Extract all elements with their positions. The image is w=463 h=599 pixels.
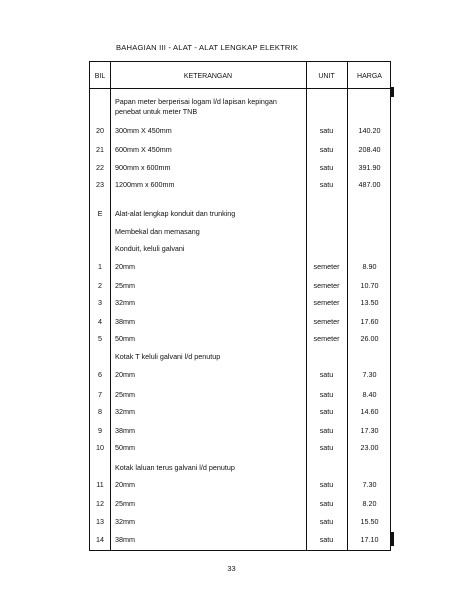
edge-mark <box>391 87 394 97</box>
row-harga: 391.90 <box>358 163 381 172</box>
row-harga: 8.20 <box>362 499 377 508</box>
row-unit: semeter <box>313 298 340 307</box>
row-unit: satu <box>319 390 334 399</box>
header-divider <box>90 88 390 89</box>
row-unit: satu <box>319 407 334 416</box>
row-bil: 12 <box>96 499 104 508</box>
header-bil: BIL <box>94 73 106 80</box>
row-keterangan: 38mm <box>115 426 135 435</box>
row-harga: 14.60 <box>360 407 379 416</box>
row-bil: 4 <box>98 317 102 326</box>
row-unit: satu <box>319 443 334 452</box>
page-number: 33 <box>227 564 236 573</box>
row-harga: 17.10 <box>360 535 379 544</box>
row-bil: 11 <box>96 480 104 489</box>
section-title: BAHAGIAN III - ALAT - ALAT LENGKAP ELEKTRIK <box>116 43 299 52</box>
row-harga: 17.60 <box>360 317 379 326</box>
price-table <box>89 61 391 551</box>
row-keterangan: Papan meter berperisai logam l/d lapisan kepingan penebat untuk meter TNB <box>115 97 277 116</box>
row-bil: 1 <box>98 262 102 271</box>
row-keterangan: 25mm <box>115 390 135 399</box>
row-harga: 8.40 <box>362 390 377 399</box>
row-keterangan: 32mm <box>115 298 135 307</box>
row-keterangan: 25mm <box>115 281 135 290</box>
row-keterangan: Kotak T keluli galvani l/d penutup <box>115 352 221 361</box>
row-unit: semeter <box>313 317 340 326</box>
row-bil: 9 <box>98 426 102 435</box>
header-keterangan: KETERANGAN <box>183 73 233 80</box>
header-harga: HARGA <box>357 73 382 80</box>
row-bil: 2 <box>98 281 102 290</box>
row-keterangan: 38mm <box>115 317 135 326</box>
row-keterangan: 38mm <box>115 535 135 544</box>
row-harga: 23.00 <box>360 443 379 452</box>
row-keterangan: Kotak laluan terus galvani l/d penutup <box>115 463 235 472</box>
row-bil: 6 <box>98 370 102 379</box>
row-harga: 13.50 <box>360 298 379 307</box>
row-keterangan: 50mm <box>115 334 135 343</box>
row-keterangan: 32mm <box>115 517 135 526</box>
row-unit: satu <box>319 535 334 544</box>
row-unit: semeter <box>313 334 340 343</box>
row-bil: 5 <box>98 334 102 343</box>
row-keterangan: 20mm <box>115 262 135 271</box>
row-unit: satu <box>319 517 334 526</box>
column-divider <box>110 62 111 550</box>
row-keterangan: 32mm <box>115 407 135 416</box>
row-keterangan: 1200mm x 600mm <box>115 180 175 189</box>
header-unit: UNIT <box>318 73 335 80</box>
row-harga: 140.20 <box>358 126 381 135</box>
row-bil: 20 <box>96 126 104 135</box>
row-bil: E <box>97 209 103 218</box>
row-bil: 8 <box>98 407 102 416</box>
row-bil: 13 <box>96 517 104 526</box>
row-harga: 7.30 <box>362 480 377 489</box>
row-unit: semeter <box>313 281 340 290</box>
row-unit: satu <box>319 145 334 154</box>
row-unit: semeter <box>313 262 340 271</box>
row-keterangan: 25mm <box>115 499 135 508</box>
row-harga: 10.70 <box>360 281 379 290</box>
row-bil: 7 <box>98 390 102 399</box>
row-unit: satu <box>319 426 334 435</box>
row-keterangan: 20mm <box>115 480 135 489</box>
row-unit: satu <box>319 126 334 135</box>
row-keterangan: 50mm <box>115 443 135 452</box>
row-harga: 17.30 <box>360 426 379 435</box>
row-unit: satu <box>319 180 334 189</box>
row-keterangan: 300mm X 450mm <box>115 126 172 135</box>
row-unit: satu <box>319 370 334 379</box>
row-keterangan: Alat-alat lengkap konduit dan trunking <box>115 209 236 218</box>
row-bil: 23 <box>96 180 104 189</box>
row-unit: satu <box>319 499 334 508</box>
row-harga: 7.30 <box>362 370 377 379</box>
row-bil: 3 <box>98 298 102 307</box>
row-bil: 22 <box>96 163 104 172</box>
row-harga: 208.40 <box>358 145 381 154</box>
row-harga: 26.00 <box>360 334 379 343</box>
row-keterangan: 900mm x 600mm <box>115 163 171 172</box>
row-keterangan: 600mm X 450mm <box>115 145 172 154</box>
row-keterangan: Membekal dan memasang <box>115 227 200 236</box>
row-unit: satu <box>319 480 334 489</box>
row-unit: satu <box>319 163 334 172</box>
row-keterangan: 20mm <box>115 370 135 379</box>
row-keterangan: Konduit, keluli galvani <box>115 244 185 253</box>
row-bil: 10 <box>96 443 104 452</box>
row-harga: 487.00 <box>358 180 381 189</box>
row-harga: 8.90 <box>362 262 377 271</box>
row-bil: 21 <box>96 145 104 154</box>
row-bil: 14 <box>96 535 104 544</box>
row-harga: 15.50 <box>360 517 379 526</box>
